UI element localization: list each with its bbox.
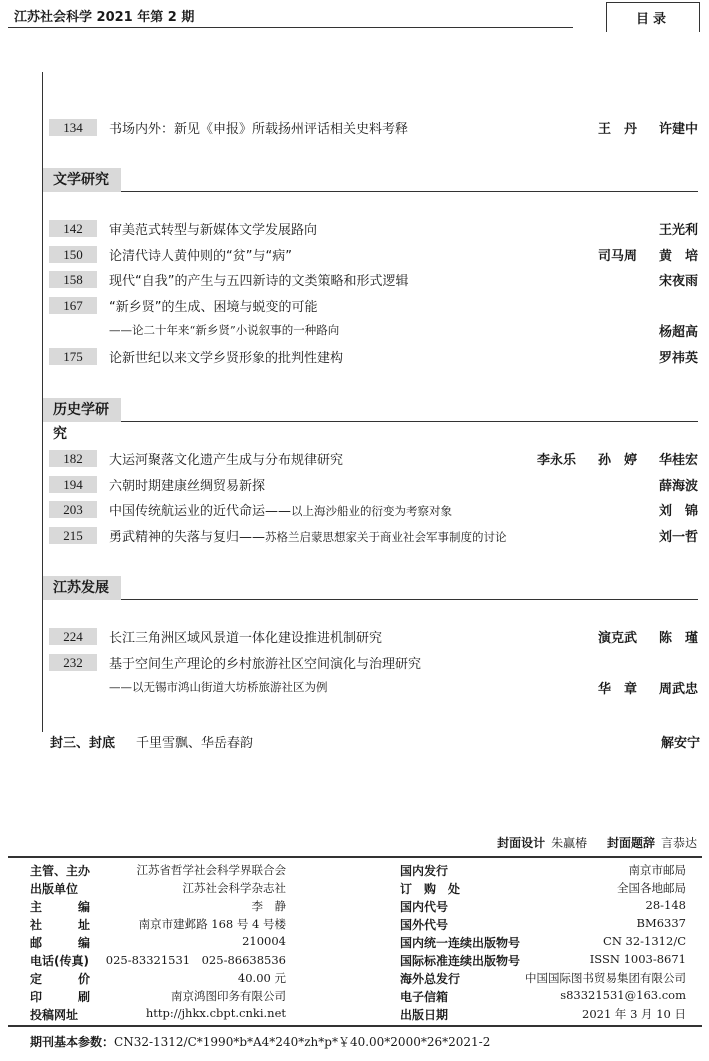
authors bbox=[576, 678, 698, 697]
info-row bbox=[400, 898, 686, 916]
info-key: 海外总发行 bbox=[400, 972, 461, 986]
toc-entry[interactable] bbox=[43, 525, 698, 547]
section-tab-contents: 目录 bbox=[606, 2, 700, 32]
section-title: 江苏发展 bbox=[43, 576, 121, 600]
title-text: “新乡贤”的生成、困境与蜕变的可能 bbox=[109, 299, 318, 315]
info-row bbox=[400, 880, 686, 898]
authors bbox=[637, 347, 698, 366]
author-name: 罗祎英 bbox=[658, 350, 698, 366]
info-row bbox=[30, 862, 286, 880]
info-row bbox=[30, 916, 286, 934]
article-title bbox=[109, 449, 343, 468]
author-name: 华桂宏 bbox=[658, 453, 698, 468]
calligraphy-label: 封面题辞 bbox=[606, 836, 655, 850]
params-label: 期刊基本参数： bbox=[30, 1035, 115, 1049]
info-value: 全国各地邮局 bbox=[617, 881, 686, 895]
info-value: BM6337 bbox=[636, 916, 686, 930]
info-value: 南京鸿图印务有限公司 bbox=[171, 989, 286, 1003]
cover-design-credits bbox=[481, 834, 697, 851]
cover-author: 解安宁 bbox=[660, 736, 700, 751]
toc-entry[interactable] bbox=[43, 346, 698, 368]
title-tail: 苏格兰启蒙思想家关于商业社会军事制度的讨论 bbox=[265, 529, 507, 544]
section-title: 文学研究 bbox=[43, 168, 121, 192]
title-text: ——论二十年来“新乡贤”小说叙事的一种路向 bbox=[109, 323, 340, 337]
toc-entry[interactable] bbox=[43, 474, 698, 496]
article-title bbox=[109, 296, 317, 315]
toc-entry[interactable] bbox=[43, 626, 698, 648]
info-value: ISSN 1003-8671 bbox=[589, 952, 686, 966]
calligrapher: 言恭达 bbox=[660, 836, 697, 850]
info-key: 订 购 处 bbox=[400, 882, 461, 896]
page-number: 142 bbox=[49, 220, 97, 237]
info-key: 主 编 bbox=[30, 900, 91, 914]
author-name: 孙 婷 bbox=[597, 453, 637, 468]
info-row bbox=[400, 916, 686, 934]
article-subtitle bbox=[109, 322, 339, 338]
author-name: 华 章 bbox=[597, 682, 637, 697]
info-top-rule bbox=[8, 856, 702, 858]
author-name: 王 丹 bbox=[597, 122, 637, 137]
info-value: s83321531@163.com bbox=[560, 988, 686, 1002]
section-heading bbox=[43, 168, 698, 192]
article-title bbox=[109, 118, 408, 137]
info-row bbox=[400, 934, 686, 952]
info-bottom-rule bbox=[8, 1025, 702, 1027]
author-name: 陈 瑾 bbox=[658, 631, 698, 646]
info-key: 国外代号 bbox=[400, 918, 449, 932]
info-value: 南京市建邺路 168 号 4 号楼 bbox=[138, 917, 286, 931]
info-key: 国际标准连续出版物号 bbox=[400, 954, 521, 968]
page-number: 167 bbox=[49, 297, 97, 314]
article-subtitle bbox=[109, 679, 328, 695]
publication-info-right bbox=[400, 862, 686, 1024]
section-heading bbox=[43, 398, 698, 442]
info-key: 国内统一连续出版物号 bbox=[400, 936, 521, 950]
title-text: 六朝时期建康丝绸贸易新探 bbox=[109, 478, 266, 494]
toc-entry[interactable] bbox=[43, 117, 698, 139]
info-key: 国内代号 bbox=[400, 900, 449, 914]
info-value: 025-83321531 025-86638536 bbox=[105, 953, 286, 967]
info-key: 电子信箱 bbox=[400, 990, 449, 1004]
title-text: 大运河聚落文化遗产生成与分布规律研究 bbox=[109, 453, 344, 468]
design-label: 封面设计 bbox=[497, 836, 546, 850]
article-title bbox=[109, 347, 343, 366]
cover-title: 千里雪飘、华岳春韵 bbox=[136, 736, 254, 751]
toc-entry[interactable] bbox=[43, 677, 698, 699]
author-name: 宋夜雨 bbox=[658, 274, 698, 289]
title-text: 论清代诗人黄仲则的“贫”与“病” bbox=[109, 248, 292, 264]
toc-entry[interactable] bbox=[43, 448, 698, 470]
article-title bbox=[109, 627, 382, 646]
authors bbox=[637, 219, 698, 238]
author-name: 刘一哲 bbox=[658, 529, 698, 545]
author-name: 薛海波 bbox=[658, 478, 698, 494]
info-row bbox=[400, 1006, 686, 1024]
authors bbox=[576, 118, 698, 137]
authors bbox=[637, 500, 698, 519]
cover-credit bbox=[50, 732, 700, 754]
info-key: 主管、主办 bbox=[30, 864, 91, 878]
info-key: 出版单位 bbox=[30, 882, 79, 896]
page-number: 182 bbox=[49, 450, 97, 467]
author-name: 周武忠 bbox=[658, 682, 698, 697]
page-number: 232 bbox=[49, 654, 97, 671]
toc-entry[interactable] bbox=[43, 499, 698, 521]
author-name: 演克武 bbox=[597, 631, 637, 646]
info-value: http://jhkx.cbpt.cnki.net bbox=[145, 1006, 286, 1020]
info-value: 李 静 bbox=[251, 899, 286, 913]
info-key: 国内发行 bbox=[400, 864, 449, 878]
article-title bbox=[109, 270, 408, 289]
info-row bbox=[30, 1006, 286, 1024]
authors bbox=[637, 321, 698, 340]
author-name: 刘 锦 bbox=[658, 504, 698, 519]
section-heading bbox=[43, 576, 698, 600]
info-value: CN 32-1312/C bbox=[603, 934, 686, 948]
info-row bbox=[30, 952, 286, 970]
title-text: 论新世纪以来文学乡贤形象的批判性建构 bbox=[109, 350, 344, 366]
article-title bbox=[109, 475, 265, 494]
info-value: 40.00 元 bbox=[237, 971, 286, 985]
author-name: 许建中 bbox=[658, 122, 698, 137]
info-value: 2021 年 3 月 10 日 bbox=[582, 1007, 686, 1021]
authors bbox=[576, 627, 698, 646]
toc-entry[interactable] bbox=[43, 218, 698, 240]
table-of-contents bbox=[42, 72, 702, 732]
page-number: 224 bbox=[49, 628, 97, 645]
info-key: 社 址 bbox=[30, 918, 91, 932]
title-text: 长江三角洲区域风景道一体化建设推进机制研究 bbox=[109, 631, 383, 646]
params-value: CN32-1312/C*1990*b*A4*240*zh*p*￥40.00*2000*26*2021-2 bbox=[114, 1035, 491, 1049]
info-key: 出版日期 bbox=[400, 1008, 449, 1022]
journal-header: 江苏社会科学 2021 年第 2 期 bbox=[14, 10, 195, 25]
info-value: 中国国际图书贸易集团有限公司 bbox=[525, 971, 686, 985]
cover-label: 封三、封底 bbox=[50, 736, 116, 751]
section-title: 历史学研究 bbox=[43, 398, 121, 422]
author-name: 李永乐 bbox=[536, 453, 576, 468]
publication-info-left bbox=[30, 862, 286, 1024]
info-value: 江苏省哲学社会科学界联合会 bbox=[136, 863, 286, 877]
info-key: 投稿网址 bbox=[30, 1008, 79, 1022]
article-title bbox=[109, 219, 317, 238]
page-number: 150 bbox=[49, 246, 97, 263]
page-number: 158 bbox=[49, 271, 97, 288]
authors bbox=[637, 526, 698, 545]
author-name: 杨超高 bbox=[658, 325, 698, 340]
info-row bbox=[400, 862, 686, 880]
title-text: 中国传统航运业的近代命运—— bbox=[109, 504, 292, 519]
info-row bbox=[400, 988, 686, 1006]
title-tail: 以上海沙船业的衍变为考察对象 bbox=[291, 504, 453, 518]
info-row bbox=[30, 880, 286, 898]
title-text: 现代“自我”的产生与五四新诗的文类策略和形式逻辑 bbox=[109, 274, 409, 289]
info-value: 210004 bbox=[242, 934, 286, 948]
info-value: 28-148 bbox=[645, 898, 686, 912]
authors bbox=[637, 475, 698, 494]
title-text: ——以无锡市鸿山街道大坊桥旅游社区为例 bbox=[109, 680, 328, 694]
info-key: 印 刷 bbox=[30, 990, 91, 1004]
title-text: 勇武精神的失落与复归—— bbox=[109, 529, 266, 545]
page-number: 194 bbox=[49, 476, 97, 493]
title-text: 书场内外：新见《申报》所载扬州评话相关史料考释 bbox=[109, 122, 409, 137]
info-row bbox=[30, 898, 286, 916]
designer: 朱赢椿 bbox=[551, 836, 588, 850]
journal-parameters bbox=[30, 1033, 490, 1050]
info-key: 邮 编 bbox=[30, 936, 91, 950]
info-value: 南京市邮局 bbox=[628, 863, 686, 877]
page-number: 203 bbox=[49, 501, 97, 518]
info-row bbox=[30, 970, 286, 988]
info-key: 电话(传真) bbox=[30, 954, 89, 968]
toc-entry[interactable] bbox=[43, 320, 698, 342]
author-name: 司马周 bbox=[597, 248, 637, 264]
article-title bbox=[109, 526, 507, 545]
page-number: 215 bbox=[49, 527, 97, 544]
title-text: 审美范式转型与新媒体文学发展路向 bbox=[109, 223, 318, 238]
toc-entry[interactable] bbox=[43, 244, 698, 266]
article-title bbox=[109, 500, 452, 519]
toc-entry[interactable] bbox=[43, 269, 698, 291]
info-key: 定 价 bbox=[30, 972, 91, 986]
toc-entry[interactable] bbox=[43, 295, 698, 317]
authors bbox=[637, 270, 698, 289]
info-row bbox=[400, 970, 686, 988]
info-row bbox=[400, 952, 686, 970]
page-number: 134 bbox=[49, 119, 97, 136]
info-value: 江苏社会科学杂志社 bbox=[182, 881, 286, 895]
toc-entry[interactable] bbox=[43, 652, 698, 674]
article-title bbox=[109, 245, 292, 264]
title-text: 基于空间生产理论的乡村旅游社区空间演化与治理研究 bbox=[109, 656, 422, 672]
author-name: 黄 培 bbox=[658, 248, 698, 264]
page-number: 175 bbox=[49, 348, 97, 365]
info-row bbox=[30, 988, 286, 1006]
authors bbox=[576, 245, 698, 264]
author-name: 王光利 bbox=[658, 223, 698, 238]
info-row bbox=[30, 934, 286, 952]
header-rule bbox=[8, 27, 573, 28]
article-title bbox=[109, 653, 421, 672]
authors bbox=[515, 449, 698, 468]
